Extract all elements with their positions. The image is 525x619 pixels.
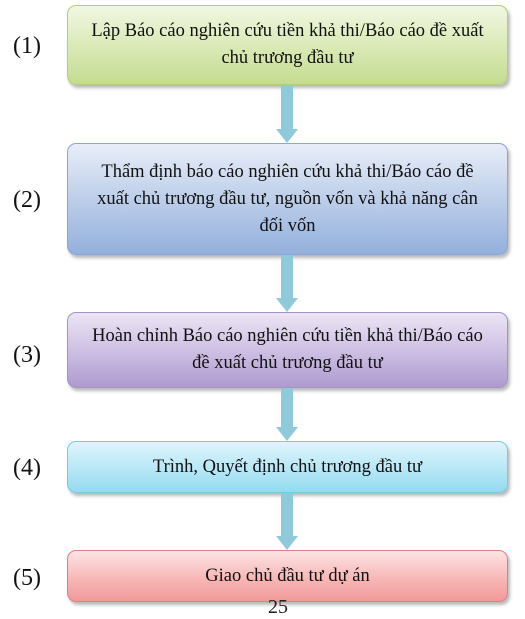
step-5-box: [67, 550, 508, 602]
step-5-number: (5): [13, 565, 41, 591]
arrow-3-to-4: [276, 388, 298, 441]
step-4-number: (4): [13, 455, 41, 481]
step-3-box: [67, 312, 508, 388]
step-1-text: Lập Báo cáo nghiên cứu tiền khả thi/Báo cáo đề xuất chủ trương đầu tư: [91, 21, 484, 68]
step-2-number: (2): [13, 187, 41, 213]
step-4-box: [67, 441, 508, 493]
step-1-number: (1): [13, 33, 41, 59]
step-5-text: Giao chủ đầu tư dự án: [205, 565, 370, 586]
arrow-1-to-2: [276, 85, 298, 143]
step-3-text: Hoàn chỉnh Báo cáo nghiên cứu tiền khả thi/Báo cáo đề xuất chủ trương đầu tư: [92, 326, 483, 373]
page-number-fragment: 25: [268, 596, 288, 618]
step-2-box: [67, 143, 508, 255]
step-3-number: (3): [13, 342, 41, 368]
step-1-box: [67, 5, 508, 85]
step-4-text: Trình, Quyết định chủ trương đầu tư: [152, 456, 423, 477]
arrow-4-to-5: [276, 493, 298, 550]
arrow-2-to-3: [276, 255, 298, 312]
step-2-text: Thẩm định báo cáo nghiên cứu khả thi/Báo cáo đề xuất chủ trương đầu tư, nguồn vốn và khả năng cân đối vốn: [97, 161, 478, 236]
